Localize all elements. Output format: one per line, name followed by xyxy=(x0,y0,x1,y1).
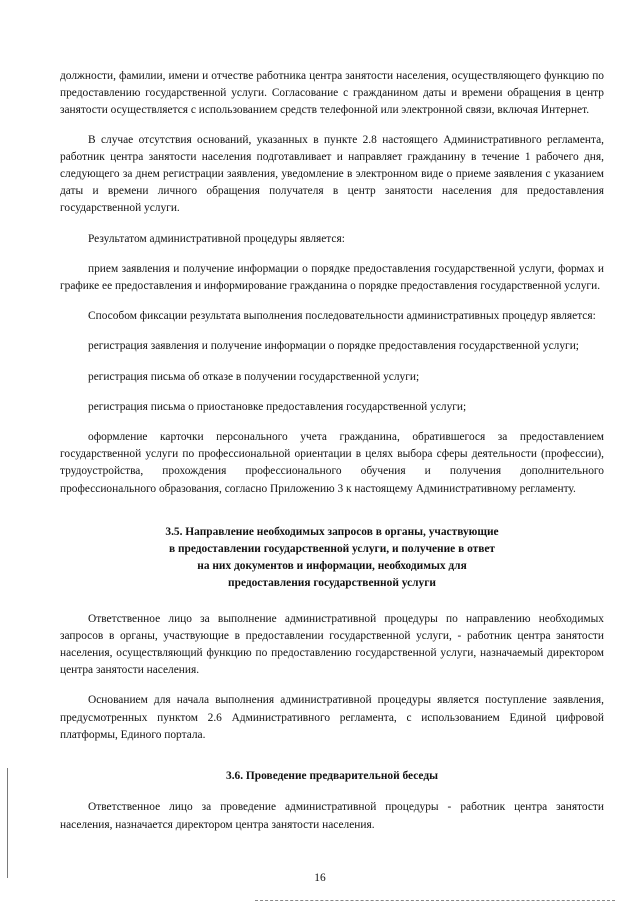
section-heading-3-5-line-1: 3.5. Направление необходимых запросов в органы, участвующие xyxy=(165,525,499,538)
paragraph-fixation-intro: Способом фиксации результата выполнения последовательности административных процедур является: xyxy=(88,310,596,323)
paragraph-result-intro: Результатом административной процедуры является: xyxy=(88,232,345,245)
paragraph-result-item: прием заявления и получение информации о порядке предоставления государственной услуги, формах и графике ее предоставления и информирование гражданина о порядке предоставления государственной услуги. xyxy=(60,262,604,293)
paragraph-continuation: должности, фамилии, имени и отчестве работника центра занятости населения, осуществляющего функцию по предоставлению государственной услуги. Согласование с гражданином даты и времени обращения в центр занятости осуществляется с использованием средств телефонной или электронной связи, включая Интернет. xyxy=(60,70,604,117)
paragraph-responsible-person-3-6: Ответственное лицо за проведение административной процедуры - работник центра занятости населения, назначается директором центра занятости населения. xyxy=(60,801,604,831)
paragraph-fixation-item-4: оформление карточки персонального учета гражданина, обратившегося за предоставлением государственной услуги по профессиональной ориентации в целях выбора сферы деятельности (профессии), трудоустройства, прохождения профессионального обучения и получения дополнительного профессионального образования, согласно Приложению 3 к настоящему Административному регламенту. xyxy=(60,431,604,495)
paragraph-responsible-person-3-5: Ответственное лицо за выполнение административной процедуры по направлению необходимых запросов в органы, участвующие в предоставлении государственной услуги, - работник центра занятости населения, осуществляющий функцию по предоставлению государственной услуги, назначаемый директором центра занятости населения. xyxy=(60,612,604,677)
section-heading-3-6: 3.6. Проведение предварительной беседы xyxy=(226,770,438,783)
section-heading-3-5 xyxy=(60,524,604,593)
section-heading-3-5-line-3: на них документов и информации, необходимых для xyxy=(197,560,467,573)
section-heading-3-5-line-2: в предоставлении государственной услуги, и получение в ответ xyxy=(168,543,496,556)
paragraph-basis-3-5: Основанием для начала выполнения административной процедуры является поступление заявления, предусмотренных пунктом 2.6 Административного регламента, с использованием Единой цифровой платформы, Единого портала. xyxy=(60,694,604,741)
paragraph-no-grounds-notification: В случае отсутствия оснований, указанных в пункте 2.8 настоящего Административного регламента, работник центра занятости населения подготавливает и направляет гражданину в течение 1 рабочего дня, следующего за днем регистрации заявления, уведомление в электронном виде о приеме заявления с указанием даты и времени личного обращения получателя в центр занятости населения для предоставления государственной услуги. xyxy=(60,133,604,215)
paragraph-fixation-item-2: регистрация письма об отказе в получении государственной услуги; xyxy=(88,370,420,383)
paragraph-fixation-item-1: регистрация заявления и получение информации о порядке предоставления государственной услуги; xyxy=(88,340,579,353)
page-number: 16 xyxy=(314,872,326,884)
section-heading-3-5-line-4: предоставления государственной услуги xyxy=(228,577,436,590)
page-content xyxy=(60,68,604,847)
scan-edge-line xyxy=(7,768,8,878)
paragraph-fixation-item-3: регистрация письма о приостановке предоставления государственной услуги; xyxy=(88,400,467,413)
scan-bottom-line xyxy=(255,900,615,901)
